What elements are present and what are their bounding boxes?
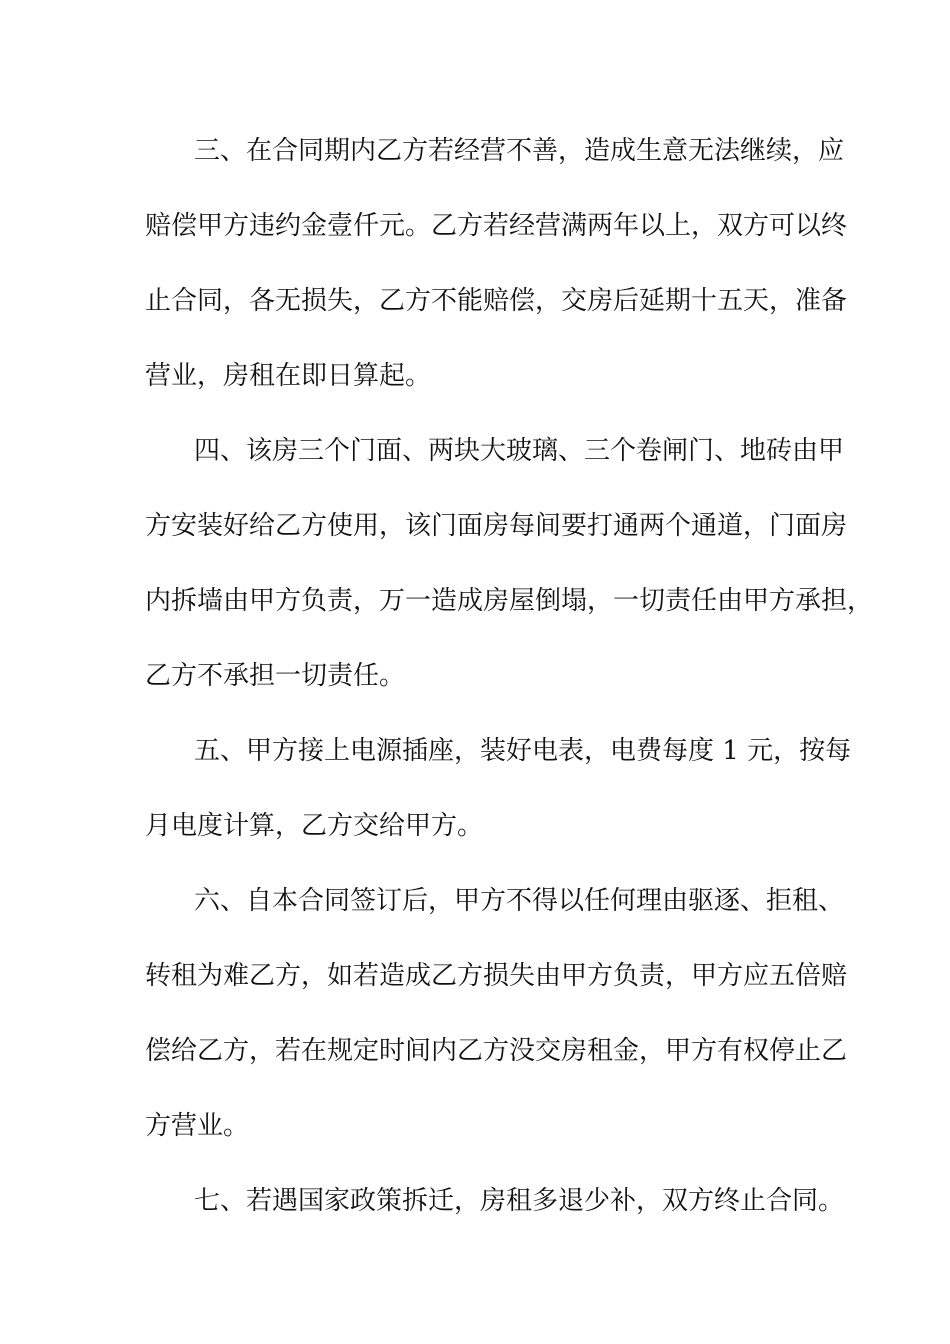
text-line: 三、在合同期内乙方若经营不善，造成生意无法继续，应 bbox=[194, 136, 845, 166]
paragraph-clause-5 bbox=[145, 714, 852, 864]
text-line: 转租为难乙方，如若造成乙方损失由甲方负责，甲方应五倍赔 bbox=[145, 961, 848, 991]
paragraph-clause-7 bbox=[145, 1164, 845, 1239]
paragraph-clause-6 bbox=[145, 864, 848, 1164]
text-line: 四、该房三个门面、两块大玻璃、三个卷闸门、地砖由甲 bbox=[194, 436, 845, 466]
text-line: 乙方不承担一切责任。 bbox=[145, 661, 406, 691]
text-line: 月电度计算，乙方交给甲方。 bbox=[145, 811, 484, 841]
paragraph-clause-4 bbox=[145, 414, 874, 714]
text-line: 方营业。 bbox=[145, 1111, 250, 1141]
text-line: 六、自本合同签订后，甲方不得以任何理由驱逐、拒租、 bbox=[194, 886, 845, 916]
text-line: 赔偿甲方违约金壹仟元。乙方若经营满两年以上，双方可以终 bbox=[145, 211, 848, 241]
text-line: 偿给乙方，若在规定时间内乙方没交房租金，甲方有权停止乙 bbox=[145, 1036, 848, 1066]
text-line: 方安装好给乙方使用，该门面房每间要打通两个通道，门面房 bbox=[145, 511, 848, 541]
text-line: 五、甲方接上电源插座，装好电表，电费每度 1 元，按每 bbox=[194, 736, 852, 766]
text-line: 内拆墙由甲方负责，万一造成房屋倒塌，一切责任由甲方承担， bbox=[145, 586, 874, 616]
paragraph-clause-3 bbox=[145, 114, 848, 414]
text-line: 营业，房租在即日算起。 bbox=[145, 361, 432, 391]
document-body bbox=[145, 114, 874, 1239]
text-line: 止合同，各无损失，乙方不能赔偿，交房后延期十五天，准备 bbox=[145, 286, 848, 316]
text-line: 七、若遇国家政策拆迁，房租多退少补，双方终止合同。 bbox=[194, 1186, 845, 1216]
